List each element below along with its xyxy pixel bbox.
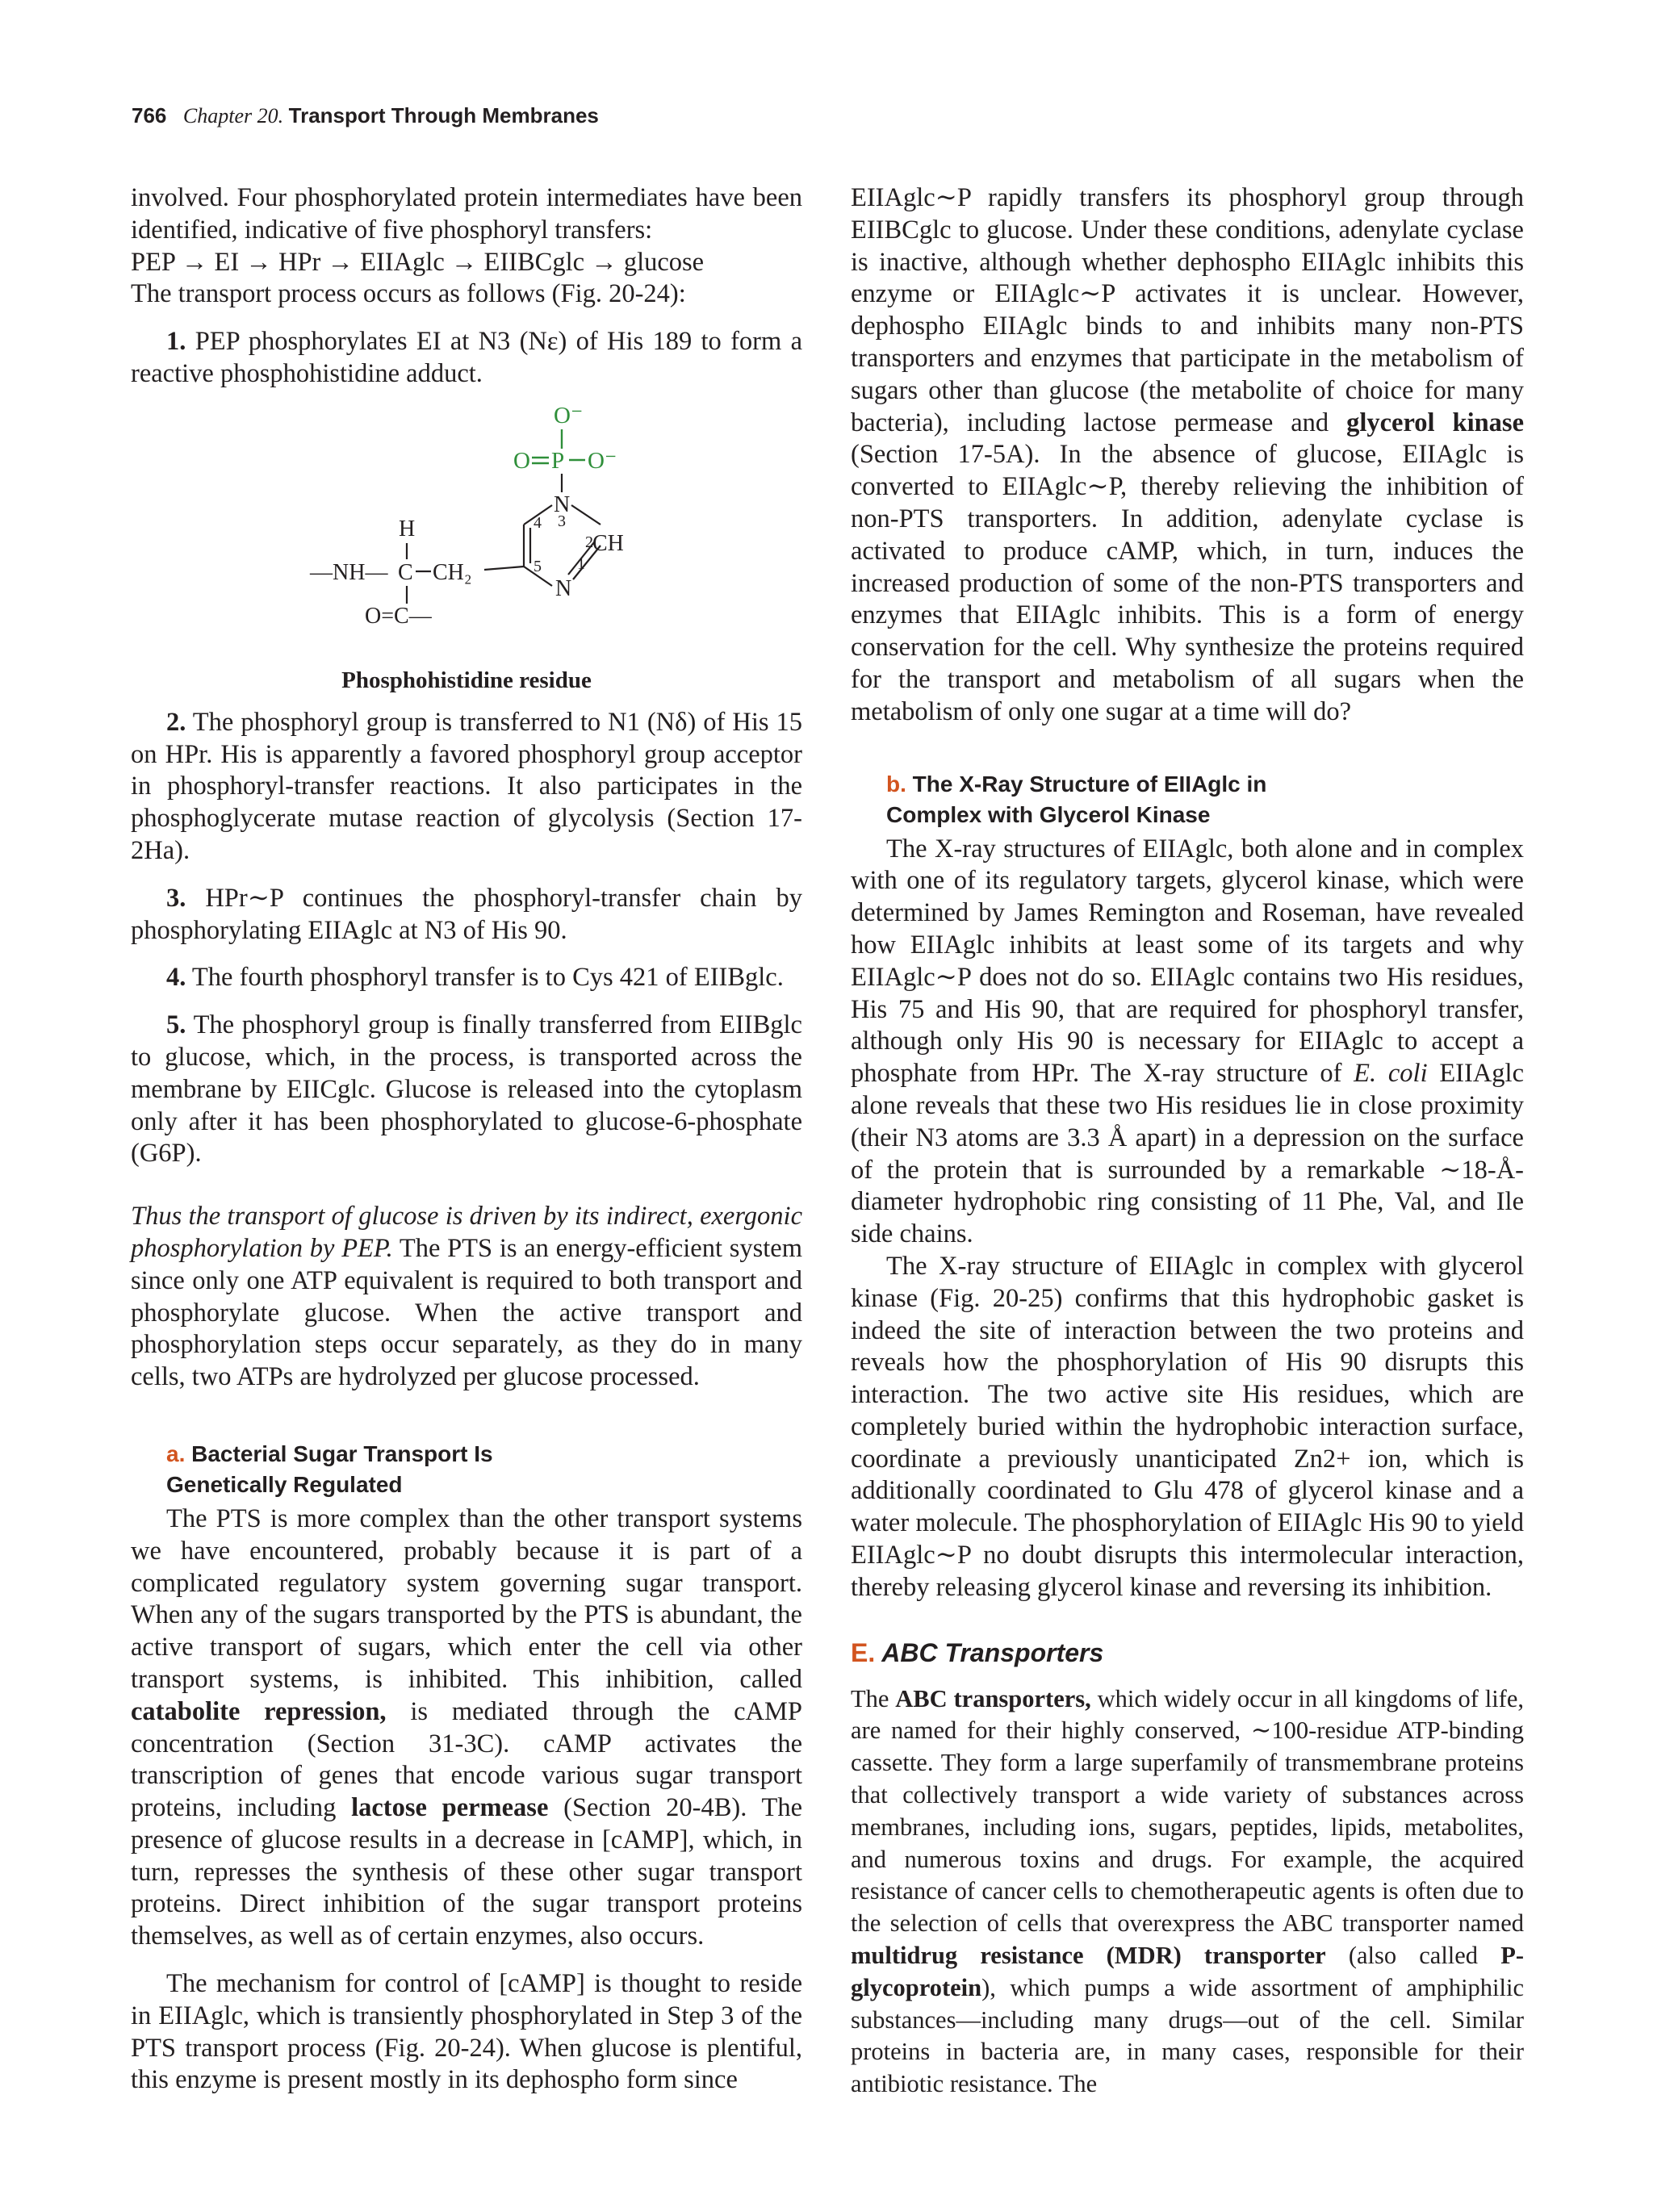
atom-c-alpha: C	[398, 559, 413, 585]
term-catabolite-repression: catabolite repression,	[131, 1696, 387, 1726]
bond-ch2-ring	[484, 567, 524, 570]
text-run: (Section 17-5A). In the absence of glucose, EIIAglc is converted to EIIAglc∼P, thereby relieving the inhibition of non-PTS transporters. In addition, adenylate cyclase is activated to produce cAMP, which, in turn, induces the increased production of some of the non-PTS transporters and enzymes that EIIAglc inhibits. This is a form of energy conservation for the cell. Why synthesize the proteins required for the transport and metabolism of all sugars when the metabolism of only one sugar at a time will do?	[851, 440, 1524, 726]
group-nh: —NH—	[310, 559, 388, 585]
text-run: ), which pumps a wide assortment of amphiphilic substances—including many drugs—out of the cell. Similar proteins in bacteria are, in many cases, responsible for their antibiotic resistance. The	[851, 1973, 1524, 2098]
text-run: is mediated through the cAMP concentration (Section 31-3C). cAMP activates the transcription of genes that encode various sugar transport proteins, including	[131, 1696, 803, 1823]
heading-letter: a.	[166, 1441, 186, 1466]
step-text: The fourth phosphoryl transfer is to Cys 421 of EIIBglc.	[191, 963, 784, 993]
step-2	[131, 707, 802, 868]
group-carbonyl: O=C—	[365, 603, 432, 629]
atom-p: P	[551, 447, 565, 474]
heading-b-line1: The X-Ray Structure of EIIAglc in	[912, 771, 1267, 797]
page-number: 766	[132, 103, 167, 128]
atom-o-minus-right: O⁻	[588, 447, 617, 474]
step-1	[131, 326, 802, 391]
paragraph-continued	[851, 182, 1524, 729]
step-number: 4.	[166, 963, 186, 993]
chapter-title: Transport Through Membranes	[288, 103, 599, 128]
heading-letter: b.	[886, 771, 906, 797]
atom-n3: N	[554, 491, 571, 517]
step-text: The phosphoryl group is transferred to N1 (Nδ) of His 15 on HPr. His is apparently a favored phosphoryl group acceptor in phosphoryl-transfer reactions. It also participates in the phosphoglycerate mutase reaction of glycolysis (Section 17-2Ha).	[131, 707, 802, 865]
phosphohistidine-structure	[131, 392, 802, 667]
right-column	[851, 182, 1524, 2101]
step-number: 2.	[166, 707, 186, 737]
step-4	[131, 962, 802, 994]
bond-n3-c2	[571, 505, 601, 525]
section-heading-e	[851, 1637, 1524, 1669]
ring-label-1: 1	[577, 554, 585, 573]
page-header	[132, 103, 599, 128]
term-lactose-permease: lactose permease	[351, 1793, 549, 1823]
paragraph-intro: involved. Four phosphorylated protein intermediates have been identified, indicative of five phosphoryl transfers:	[131, 183, 802, 245]
term-p-glycoprotein: P-glycoprotein	[851, 1942, 1524, 2001]
term-abc-transporters: ABC transporters,	[895, 1684, 1091, 1712]
step-text: PEP phosphorylates EI at N3 (Nε) of His 189 to form a reactive phosphohistidine adduct.	[131, 327, 803, 388]
section-letter: E.	[851, 1637, 876, 1667]
italic-thesis: Thus the transport of glucose is driven by its indirect, exergonic phosphorylation by PEP.	[131, 1202, 802, 1263]
term-mdr-transporter: multidrug resistance (MDR) transporter	[851, 1942, 1326, 1970]
chapter-label: Chapter 20.	[182, 104, 284, 128]
ring-label-3: 3	[558, 512, 566, 530]
atom-n1: N	[555, 575, 572, 601]
heading-a	[131, 1439, 802, 1500]
ring-label-2: 2	[585, 533, 593, 551]
left-column	[131, 182, 802, 2097]
text-run: EIIAglc alone reveals that these two His residues lie in close proximity (their N3 atoms are 3.3 Å apart) in a depression on the surface of the protein that is surrounded by a remarkable ∼18-Å-diameter hydrophobic ring consisting of 11 Phe, Val, and Ile side chains.	[851, 1059, 1525, 1249]
step-number: 5.	[166, 1010, 186, 1040]
text-run: (Section 20-4B). The presence of glucose results in a decrease in [cAMP], which, in turn, represses the synthesis of these other sugar transport proteins. Direct inhibition of the sugar transport proteins themselves, as well as of certain enzymes, also occurs.	[131, 1793, 803, 1951]
organism-name: E. coli	[1354, 1059, 1428, 1089]
step-5	[131, 1010, 802, 1170]
text-run: EIIAglc∼P rapidly transfers its phosphoryl group through EIIBCglc to glucose. Under these conditions, adenylate cyclase is inactive, although whether dephospho EIIAglc inhibits this enzyme or EIIAglc∼P activates it is unclear. However, dephospho EIIAglc binds to and inhibits many non-PTS transporters and enzymes that participate in the metabolism of sugars other than glucose (the metabolite of choice for many bacteria), including lactose permease and	[851, 183, 1524, 437]
phosphohistidine-figure	[131, 392, 802, 691]
heading-a-line1: Bacterial Sugar Transport Is	[191, 1441, 493, 1466]
paragraph-mechanism: The mechanism for control of [cAMP] is thought to reside in EIIAglc, which is transiently phosphorylated in Step 3 of the PTS transport process (Fig. 20-24). When glucose is plentiful, this enzyme is present mostly in its dephospho form since	[131, 1969, 802, 2095]
ring-label-5: 5	[534, 557, 542, 575]
atom-o-double: O	[513, 447, 530, 474]
paragraph-xray-1	[851, 834, 1524, 1251]
term-glycerol-kinase: glycerol kinase	[1346, 408, 1525, 437]
heading-b-line2: Complex with Glycerol Kinase	[886, 801, 1211, 827]
text-run: The	[851, 1684, 889, 1712]
paragraph-pts	[131, 1503, 802, 1953]
paragraph-thus-rest: The PTS is an energy-efficient system since only one ATP equivalent is required to both transport and phosphorylate glucose. When the active transport and phosphorylation steps occur separately, as they do in many cells, two ATPs are hydrolyzed per glucose processed.	[131, 1233, 802, 1392]
step-text: The phosphoryl group is finally transferred from EIIBglc to glucose, which, in the process, is transported across the membrane by EIICglc. Glucose is released into the cytoplasm only after it has been phosphorylated to glucose-6-phosphate (G6P).	[131, 1010, 802, 1169]
section-title: ABC Transporters	[881, 1637, 1104, 1667]
step-number: 3.	[166, 883, 186, 913]
heading-a-line2: Genetically Regulated	[166, 1471, 403, 1497]
figure-caption: Phosphohistidine residue	[341, 667, 592, 693]
atom-h: H	[399, 516, 416, 542]
atom-ch: CH	[592, 530, 624, 556]
step-number: 1.	[166, 327, 186, 357]
paragraph-process: The transport process occurs as follows (Fig. 20-24):	[131, 279, 686, 309]
text-run: which widely occur in all kingdoms of life, are named for their highly conserved, ∼100-residue ATP-binding cassette. They form a large superfamily of transmembrane proteins that collectively transport a wide variety of substances across membranes, including ions, sugars, peptides, lipids, metabolites, and numerous toxins and drugs. For example, the acquired resistance of cancer cells to chemotherapeutic agents is often due to the selection of cells that overexpress the ABC transporter named	[851, 1684, 1524, 1938]
transfer-equation: PEP → EI → HPr → EIIAglc → EIIBCglc → glucose	[131, 247, 705, 277]
text-run: The X-ray structures of EIIAglc, both alone and in complex with one of its regulatory targets, glycerol kinase, which were determined by James Remington and Roseman, have revealed how EIIAglc inhibits at least some of its targets and why EIIAglc∼P does not do so. EIIAglc contains two His residues, His 75 and His 90, that are required for phosphoryl transfer, although only His 90 is necessary for EIIAglc to accept a phosphate from HPr. The X-ray structure of	[851, 834, 1524, 1089]
text-run: The PTS is more complex than the other transport systems we have encountered, probably because it is part of a complicated regulatory system governing sugar transport. When any of the sugars transported by the PTS is abundant, the active transport of sugars, which enter the cell via other transport systems, is inhibited. This inhibition, called	[131, 1503, 802, 1694]
group-ch2: CH₂	[433, 559, 472, 585]
text-run: (also called	[1348, 1942, 1479, 1970]
heading-b	[851, 769, 1524, 830]
atom-o-minus-top: O⁻	[554, 402, 584, 429]
paragraph-thus	[131, 1201, 802, 1394]
step-text: HPr∼P continues the phosphoryl-transfer chain by phosphorylating EIIAglc at N3 of His 90.	[131, 883, 802, 945]
paragraph-abc	[851, 1683, 1524, 2101]
ring-label-4: 4	[534, 513, 542, 532]
step-3	[131, 883, 802, 947]
paragraph-xray-2: The X-ray structure of EIIAglc in complex with glycerol kinase (Fig. 20-25) confirms that this hydrophobic gasket is indeed the site of interaction between the two proteins and reveals how the phosphorylation of His 90 disrupts this interaction. The two active site His residues, which are completely buried within the hydrophobic interaction surface, coordinate a previously unanticipated Zn2+ ion, which is additionally coordinated to Glu 478 of glycerol kinase and a water molecule. The phosphorylation of EIIAglc His 90 to yield EIIAglc∼P no doubt disrupts this intermolecular interaction, thereby releasing glycerol kinase and reversing its inhibition.	[851, 1251, 1524, 1602]
